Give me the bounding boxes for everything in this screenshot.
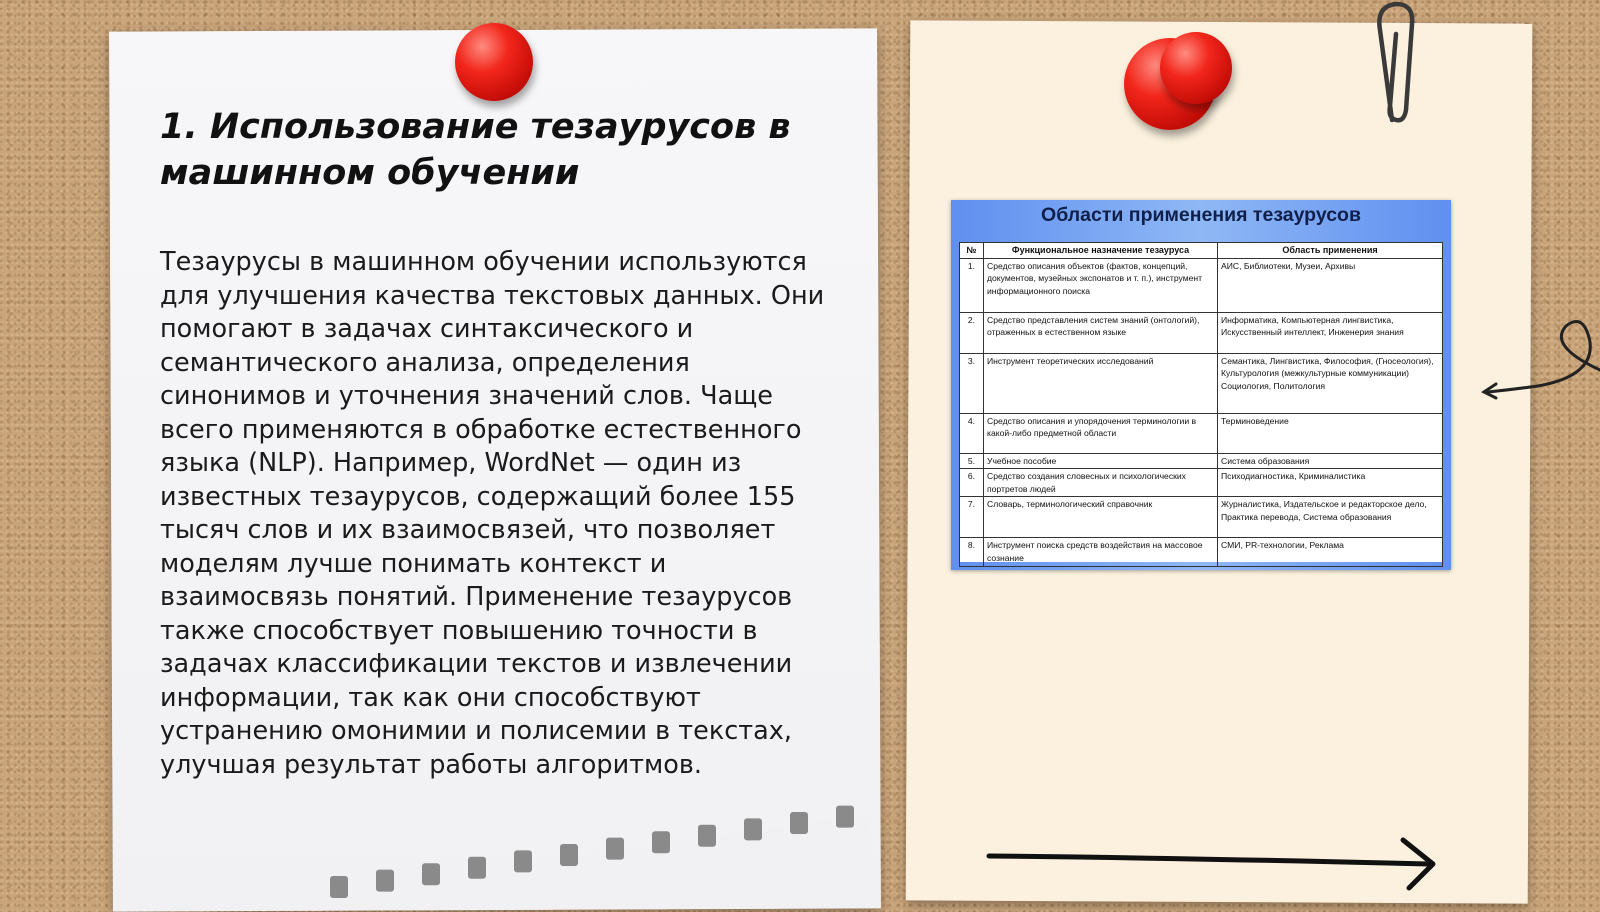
right-arrow-icon bbox=[985, 832, 1445, 892]
row-number: 3. bbox=[960, 353, 984, 413]
row-area: АИС, Библиотеки, Музеи, Архивы bbox=[1218, 258, 1443, 312]
row-area: Семантика, Лингвистика, Философия, (Гносеология), Культурология (межкультурные коммуникации) Социология, Политология bbox=[1218, 353, 1443, 413]
doodle-loop-icon bbox=[1478, 306, 1600, 416]
spiral-hole bbox=[330, 876, 348, 898]
spiral-hole bbox=[606, 838, 624, 860]
row-number: 5. bbox=[960, 453, 984, 469]
row-number: 8. bbox=[960, 538, 984, 566]
row-number: 4. bbox=[960, 413, 984, 453]
row-purpose: Инструмент теоретических исследований bbox=[984, 353, 1218, 413]
row-purpose: Учебное пособие bbox=[984, 453, 1218, 469]
table-row bbox=[960, 413, 1443, 453]
spiral-hole bbox=[698, 825, 716, 847]
row-purpose: Средство описания и упорядочения терминологии в какой-либо предметной области bbox=[984, 413, 1218, 453]
table-header-row bbox=[960, 243, 1443, 259]
table-row bbox=[960, 538, 1443, 566]
row-number: 1. bbox=[960, 258, 984, 312]
table-row bbox=[960, 469, 1443, 497]
table-title: Области применения тезаурусов bbox=[1041, 204, 1361, 226]
row-number: 7. bbox=[960, 497, 984, 538]
row-purpose: Средство представления систем знаний (онтологий), отраженных в естественном языке bbox=[984, 312, 1218, 353]
row-number: 6. bbox=[960, 469, 984, 497]
row-purpose: Инструмент поиска средств воздействия на массовое сознание bbox=[984, 538, 1218, 566]
spiral-hole bbox=[652, 831, 670, 853]
thesaurus-areas-figure bbox=[951, 200, 1451, 570]
row-area: Терминоведение bbox=[1218, 413, 1443, 453]
table-inner bbox=[959, 242, 1443, 562]
row-area: Психодиагностика, Криминалистика bbox=[1218, 469, 1443, 497]
row-area: Журналистика, Издательское и редакторское дело, Практика перевода, Система образования bbox=[1218, 497, 1443, 538]
spiral-hole bbox=[790, 812, 808, 834]
row-area: Информатика, Компьютерная лингвистика, Искусственный интеллект, Инженерия знания bbox=[1218, 312, 1443, 353]
paperclip-icon bbox=[1370, 0, 1430, 130]
row-area: СМИ, PR-технологии, Реклама bbox=[1218, 538, 1443, 566]
row-purpose: Словарь, терминологический справочник bbox=[984, 497, 1218, 538]
table-row bbox=[960, 353, 1443, 413]
spiral-hole bbox=[422, 863, 440, 885]
slide-body-text: Тезаурусы в машинном обучении используются для улучшения качества текстовых данных. Они помогают в задачах синтаксического и семантического анализа, определения синонимов и уточнения значений слов. Чаще всего применяются в обработке естественного языка (NLP). Например, WordNet — один из известных тезаурусов, содержащий более 155 тысяч слов и их взаимосвязей, что позволяет моделям лучше понимать контекст и взаимосвязь понятий. Применение тезаурусов также способствует повышению точности в задачах классификации текстов и извлечении информации, так как они способствуют устранению омонимии и полисемии в текстах, улучшая результат работы алгоритмов. bbox=[160, 247, 825, 780]
areas-table bbox=[959, 242, 1443, 567]
table-row bbox=[960, 312, 1443, 353]
row-purpose: Средство создания словесных и психологических портретов людей bbox=[984, 469, 1218, 497]
spiral-hole bbox=[514, 850, 532, 872]
torn-edge-decoration bbox=[290, 790, 870, 900]
spiral-hole bbox=[744, 818, 762, 840]
spiral-hole bbox=[560, 844, 578, 866]
row-purpose: Средство описания объектов (фактов, концепций, документов, музейных экспонатов и т. п.), инструмент информационного поиска bbox=[984, 258, 1218, 312]
slide-title: 1. Использование тезаурусов в машинном обучении bbox=[160, 107, 791, 193]
row-number: 2. bbox=[960, 312, 984, 353]
push-pin-icon bbox=[455, 23, 533, 101]
table-row bbox=[960, 258, 1443, 312]
table-row bbox=[960, 497, 1443, 538]
spiral-hole bbox=[836, 806, 854, 828]
column-header-purpose: Функциональное назначение тезауруса bbox=[984, 243, 1218, 259]
column-header-area: Область применения bbox=[1218, 243, 1443, 259]
spiral-hole bbox=[376, 870, 394, 892]
column-header-number: № bbox=[960, 243, 984, 259]
row-area: Система образования bbox=[1218, 453, 1443, 469]
spiral-hole bbox=[468, 857, 486, 879]
table-row bbox=[960, 453, 1443, 469]
push-pin-icon bbox=[1160, 32, 1232, 104]
